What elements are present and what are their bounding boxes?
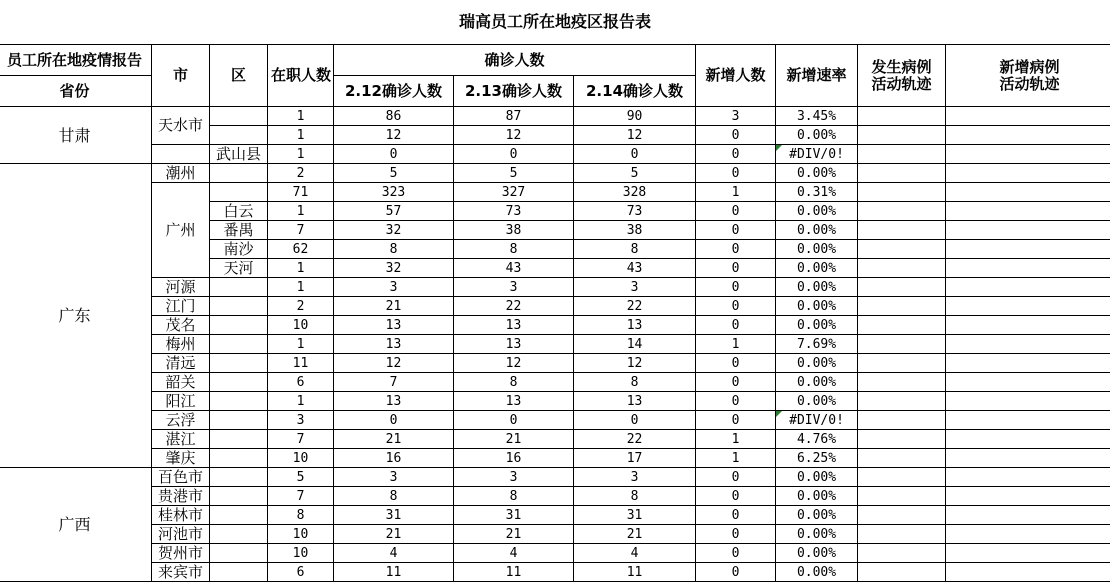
cell-new-rate[interactable]: 0.00% <box>776 221 858 240</box>
cell-new-track[interactable] <box>946 335 1110 354</box>
cell-confirmed-214[interactable]: 0 <box>574 145 696 164</box>
cell-confirmed-214[interactable]: 12 <box>574 354 696 373</box>
cell-city[interactable]: 河池市 <box>152 525 210 544</box>
cell-confirmed-213[interactable]: 22 <box>454 297 574 316</box>
cell-new-track[interactable] <box>946 297 1110 316</box>
cell-new-track[interactable] <box>946 107 1110 126</box>
header-d213[interactable]: 2.13确诊人数 <box>454 76 574 107</box>
cell-city[interactable]: 阳江 <box>152 392 210 411</box>
cell-confirmed-212[interactable]: 32 <box>334 221 454 240</box>
cell-confirmed-213[interactable]: 21 <box>454 430 574 449</box>
cell-confirmed-213[interactable]: 327 <box>454 183 574 202</box>
cell-staff[interactable]: 7 <box>268 430 334 449</box>
cell-province[interactable]: 广西 <box>0 468 152 582</box>
header-new-track-line2: 活动轨迹 <box>999 74 1060 93</box>
cell-track[interactable] <box>858 259 946 278</box>
cell-staff[interactable]: 2 <box>268 164 334 183</box>
cell-new-rate[interactable]: 0.00% <box>776 506 858 525</box>
cell-district[interactable] <box>210 373 268 392</box>
cell-confirmed-213[interactable]: 8 <box>454 373 574 392</box>
cell-new-track[interactable] <box>946 354 1110 373</box>
cell-staff[interactable]: 7 <box>268 487 334 506</box>
cell-confirmed-214[interactable]: 13 <box>574 316 696 335</box>
cell-new-rate[interactable]: 0.00% <box>776 487 858 506</box>
cell-staff[interactable]: 10 <box>268 316 334 335</box>
table-row <box>0 164 1110 183</box>
header-d212[interactable]: 2.12确诊人数 <box>334 76 454 107</box>
cell-track[interactable] <box>858 202 946 221</box>
cell-confirmed-214[interactable]: 43 <box>574 259 696 278</box>
cell-confirmed-212[interactable]: 32 <box>334 259 454 278</box>
cell-new-rate[interactable]: 0.00% <box>776 544 858 563</box>
cell-track[interactable] <box>858 354 946 373</box>
header-group[interactable]: 员工所在地疫情报告 <box>0 45 152 76</box>
cell-staff[interactable]: 1 <box>268 259 334 278</box>
cell-confirmed-212[interactable]: 3 <box>334 278 454 297</box>
cell-new-rate[interactable]: 0.00% <box>776 202 858 221</box>
cell-confirmed-213[interactable]: 3 <box>454 278 574 297</box>
cell-track[interactable] <box>858 164 946 183</box>
header-d214[interactable]: 2.14确诊人数 <box>574 76 696 107</box>
cell-district[interactable] <box>210 354 268 373</box>
cell-staff[interactable]: 1 <box>268 107 334 126</box>
cell-confirmed-214[interactable]: 14 <box>574 335 696 354</box>
cell-confirmed-213[interactable]: 5 <box>454 164 574 183</box>
cell-city[interactable]: 云浮 <box>152 411 210 430</box>
cell-confirmed-212[interactable]: 3 <box>334 468 454 487</box>
cell-confirmed-212[interactable]: 13 <box>334 392 454 411</box>
cell-confirmed-214[interactable]: 73 <box>574 202 696 221</box>
cell-district[interactable] <box>210 563 268 582</box>
cell-confirmed-212[interactable]: 8 <box>334 487 454 506</box>
cell-track[interactable] <box>858 240 946 259</box>
cell-district[interactable] <box>210 126 268 145</box>
cell-confirmed-213[interactable]: 73 <box>454 202 574 221</box>
cell-city[interactable]: 河源 <box>152 278 210 297</box>
report-title: 瑞高员工所在地疫区报告表 <box>458 12 651 31</box>
header-district[interactable]: 区 <box>210 45 268 107</box>
cell-new-rate[interactable]: 0.00% <box>776 392 858 411</box>
cell-new-count[interactable]: 0 <box>696 126 776 145</box>
cell-track[interactable] <box>858 411 946 430</box>
cell-new-rate[interactable]: 0.00% <box>776 525 858 544</box>
cell-confirmed-213[interactable]: 38 <box>454 221 574 240</box>
cell-confirmed-214[interactable]: 3 <box>574 468 696 487</box>
cell-district[interactable] <box>210 411 268 430</box>
cell-staff[interactable]: 6 <box>268 563 334 582</box>
cell-confirmed-212[interactable]: 7 <box>334 373 454 392</box>
table-row <box>0 525 1110 544</box>
cell-district[interactable]: 白云 <box>210 202 268 221</box>
cell-confirmed-212[interactable]: 13 <box>334 316 454 335</box>
header-new-track-line1: 新增病例 <box>999 57 1060 76</box>
cell-staff[interactable]: 1 <box>268 202 334 221</box>
cell-confirmed-214[interactable]: 8 <box>574 240 696 259</box>
cell-confirmed-212[interactable]: 0 <box>334 145 454 164</box>
cell-new-count[interactable]: 0 <box>696 468 776 487</box>
header-province[interactable]: 省份 <box>0 76 152 107</box>
cell-new-track[interactable] <box>946 240 1110 259</box>
cell-confirmed-213[interactable]: 4 <box>454 544 574 563</box>
cell-district[interactable] <box>210 392 268 411</box>
cell-confirmed-213[interactable]: 11 <box>454 563 574 582</box>
cell-staff[interactable]: 10 <box>268 544 334 563</box>
cell-district[interactable]: 南沙 <box>210 240 268 259</box>
cell-confirmed-213[interactable]: 13 <box>454 316 574 335</box>
cell-track[interactable] <box>858 525 946 544</box>
cell-district[interactable] <box>210 430 268 449</box>
cell-confirmed-212[interactable]: 57 <box>334 202 454 221</box>
cell-new-count[interactable]: 1 <box>696 183 776 202</box>
cell-confirmed-213[interactable]: 13 <box>454 392 574 411</box>
table-row <box>0 373 1110 392</box>
cell-new-rate[interactable]: 0.31% <box>776 183 858 202</box>
cell-confirmed-213[interactable]: 16 <box>454 449 574 468</box>
cell-staff[interactable]: 5 <box>268 468 334 487</box>
cell-new-track[interactable] <box>946 392 1110 411</box>
table-row <box>0 468 1110 487</box>
cell-district[interactable] <box>210 449 268 468</box>
cell-city[interactable]: 来宾市 <box>152 563 210 582</box>
cell-city[interactable] <box>152 145 210 164</box>
cell-new-rate[interactable]: #DIV/0! <box>776 145 858 164</box>
cell-confirmed-213[interactable]: 0 <box>454 145 574 164</box>
cell-track[interactable] <box>858 468 946 487</box>
cell-track[interactable] <box>858 316 946 335</box>
cell-confirmed-213[interactable]: 8 <box>454 487 574 506</box>
cell-confirmed-214[interactable]: 8 <box>574 487 696 506</box>
cell-confirmed-213[interactable]: 8 <box>454 240 574 259</box>
table-row <box>0 107 1110 126</box>
cell-new-track[interactable] <box>946 278 1110 297</box>
cell-district[interactable] <box>210 183 268 202</box>
cell-confirmed-213[interactable]: 43 <box>454 259 574 278</box>
table-row <box>0 316 1110 335</box>
cell-staff[interactable]: 71 <box>268 183 334 202</box>
cell-district[interactable]: 天河 <box>210 259 268 278</box>
cell-new-count[interactable]: 1 <box>696 335 776 354</box>
cell-confirmed-212[interactable]: 12 <box>334 354 454 373</box>
cell-new-rate[interactable]: 0.00% <box>776 468 858 487</box>
cell-new-rate[interactable]: 0.00% <box>776 126 858 145</box>
table-row <box>0 145 1110 164</box>
cell-new-rate[interactable]: 7.69% <box>776 335 858 354</box>
cell-new-count[interactable]: 0 <box>696 373 776 392</box>
cell-new-count[interactable]: 0 <box>696 487 776 506</box>
cell-staff[interactable]: 6 <box>268 373 334 392</box>
cell-new-count[interactable]: 0 <box>696 278 776 297</box>
cell-new-count[interactable]: 0 <box>696 145 776 164</box>
cell-new-track[interactable] <box>946 544 1110 563</box>
cell-confirmed-214[interactable]: 38 <box>574 221 696 240</box>
cell-new-track[interactable] <box>946 411 1110 430</box>
cell-confirmed-212[interactable]: 5 <box>334 164 454 183</box>
cell-new-count[interactable]: 0 <box>696 411 776 430</box>
cell-track[interactable] <box>858 107 946 126</box>
cell-new-rate[interactable]: 0.00% <box>776 316 858 335</box>
cell-city[interactable]: 广州 <box>152 183 210 278</box>
cell-confirmed-212[interactable]: 323 <box>334 183 454 202</box>
cell-new-rate[interactable]: 3.45% <box>776 107 858 126</box>
cell-new-count[interactable]: 3 <box>696 107 776 126</box>
cell-new-track[interactable] <box>946 221 1110 240</box>
cell-confirmed-214[interactable]: 4 <box>574 544 696 563</box>
cell-confirmed-214[interactable]: 8 <box>574 373 696 392</box>
cell-confirmed-214[interactable]: 0 <box>574 411 696 430</box>
cell-district[interactable] <box>210 544 268 563</box>
table-row <box>0 354 1110 373</box>
cell-city[interactable]: 韶关 <box>152 373 210 392</box>
header-confirmed-group[interactable]: 确诊人数 <box>334 45 696 76</box>
cell-city[interactable]: 贵港市 <box>152 487 210 506</box>
cell-new-count[interactable]: 1 <box>696 449 776 468</box>
cell-staff[interactable]: 1 <box>268 392 334 411</box>
table-row <box>0 183 1110 202</box>
cell-new-rate[interactable]: 0.00% <box>776 259 858 278</box>
cell-track[interactable] <box>858 221 946 240</box>
cell-new-rate[interactable]: 6.25% <box>776 449 858 468</box>
cell-staff[interactable]: 1 <box>268 126 334 145</box>
cell-confirmed-214[interactable]: 13 <box>574 392 696 411</box>
cell-confirmed-213[interactable]: 0 <box>454 411 574 430</box>
cell-confirmed-213[interactable]: 12 <box>454 126 574 145</box>
header-city[interactable]: 市 <box>152 45 210 107</box>
cell-new-rate[interactable]: 0.00% <box>776 563 858 582</box>
table-row <box>0 297 1110 316</box>
cell-new-track[interactable] <box>946 468 1110 487</box>
cell-new-count[interactable]: 0 <box>696 240 776 259</box>
cell-confirmed-212[interactable]: 11 <box>334 563 454 582</box>
table-row <box>0 430 1110 449</box>
cell-new-track[interactable] <box>946 126 1110 145</box>
cell-confirmed-212[interactable]: 16 <box>334 449 454 468</box>
cell-track[interactable] <box>858 145 946 164</box>
cell-new-track[interactable] <box>946 164 1110 183</box>
table-row <box>0 487 1110 506</box>
cell-confirmed-213[interactable]: 21 <box>454 525 574 544</box>
cell-staff[interactable]: 8 <box>268 506 334 525</box>
cell-staff[interactable]: 1 <box>268 278 334 297</box>
cell-new-count[interactable]: 0 <box>696 354 776 373</box>
cell-track[interactable] <box>858 430 946 449</box>
cell-track[interactable] <box>858 544 946 563</box>
cell-new-track[interactable] <box>946 525 1110 544</box>
cell-track[interactable] <box>858 449 946 468</box>
cell-district[interactable] <box>210 107 268 126</box>
header-track-line1: 发生病例 <box>871 57 932 76</box>
cell-new-track[interactable] <box>946 316 1110 335</box>
cell-staff[interactable]: 62 <box>268 240 334 259</box>
table-row <box>0 544 1110 563</box>
cell-confirmed-213[interactable]: 13 <box>454 335 574 354</box>
cell-new-count[interactable]: 0 <box>696 297 776 316</box>
cell-new-track[interactable] <box>946 563 1110 582</box>
header-new-count[interactable]: 新增人数 <box>696 45 776 107</box>
cell-city[interactable]: 天水市 <box>152 107 210 145</box>
cell-staff[interactable]: 10 <box>268 449 334 468</box>
header-staff[interactable]: 在职人数 <box>268 45 334 107</box>
cell-confirmed-212[interactable]: 4 <box>334 544 454 563</box>
cell-confirmed-212[interactable]: 13 <box>334 335 454 354</box>
cell-district[interactable] <box>210 316 268 335</box>
cell-new-count[interactable]: 0 <box>696 506 776 525</box>
cell-track[interactable] <box>858 183 946 202</box>
cell-province[interactable]: 甘肃 <box>0 107 152 164</box>
cell-confirmed-212[interactable]: 21 <box>334 430 454 449</box>
cell-confirmed-214[interactable]: 328 <box>574 183 696 202</box>
cell-city[interactable]: 桂林市 <box>152 506 210 525</box>
cell-new-track[interactable] <box>946 430 1110 449</box>
cell-district[interactable] <box>210 278 268 297</box>
cell-staff[interactable]: 2 <box>268 297 334 316</box>
cell-new-count[interactable]: 0 <box>696 164 776 183</box>
cell-confirmed-212[interactable]: 31 <box>334 506 454 525</box>
cell-province[interactable]: 广东 <box>0 164 152 468</box>
cell-city[interactable]: 清远 <box>152 354 210 373</box>
cell-district[interactable]: 武山县 <box>210 145 268 164</box>
cell-confirmed-212[interactable]: 8 <box>334 240 454 259</box>
cell-new-rate[interactable]: 0.00% <box>776 354 858 373</box>
table-row <box>0 411 1110 430</box>
cell-district[interactable] <box>210 297 268 316</box>
cell-track[interactable] <box>858 487 946 506</box>
cell-district[interactable]: 番禺 <box>210 221 268 240</box>
cell-confirmed-214[interactable]: 12 <box>574 126 696 145</box>
cell-confirmed-214[interactable]: 22 <box>574 430 696 449</box>
cell-track[interactable] <box>858 392 946 411</box>
cell-confirmed-212[interactable]: 21 <box>334 525 454 544</box>
header-track[interactable] <box>858 45 946 107</box>
cell-new-track[interactable] <box>946 183 1110 202</box>
cell-confirmed-214[interactable]: 21 <box>574 525 696 544</box>
cell-city[interactable]: 百色市 <box>152 468 210 487</box>
table-row <box>0 392 1110 411</box>
cell-new-track[interactable] <box>946 506 1110 525</box>
cell-new-count[interactable]: 0 <box>696 544 776 563</box>
cell-confirmed-214[interactable]: 17 <box>574 449 696 468</box>
header-track-line2: 活动轨迹 <box>871 74 932 93</box>
table-row <box>0 449 1110 468</box>
cell-confirmed-212[interactable]: 86 <box>334 107 454 126</box>
cell-track[interactable] <box>858 563 946 582</box>
cell-staff[interactable]: 10 <box>268 525 334 544</box>
cell-track[interactable] <box>858 506 946 525</box>
cell-track[interactable] <box>858 126 946 145</box>
cell-confirmed-212[interactable]: 0 <box>334 411 454 430</box>
cell-new-rate[interactable]: 0.00% <box>776 240 858 259</box>
cell-track[interactable] <box>858 335 946 354</box>
cell-new-count[interactable]: 0 <box>696 525 776 544</box>
cell-confirmed-213[interactable]: 87 <box>454 107 574 126</box>
cell-city[interactable]: 梅州 <box>152 335 210 354</box>
cell-confirmed-212[interactable]: 21 <box>334 297 454 316</box>
cell-district[interactable] <box>210 525 268 544</box>
cell-district[interactable] <box>210 468 268 487</box>
cell-staff[interactable]: 1 <box>268 145 334 164</box>
cell-track[interactable] <box>858 373 946 392</box>
table-row <box>0 335 1110 354</box>
cell-staff[interactable]: 1 <box>268 335 334 354</box>
cell-new-rate[interactable]: 0.00% <box>776 297 858 316</box>
cell-new-track[interactable] <box>946 202 1110 221</box>
cell-city[interactable]: 贺州市 <box>152 544 210 563</box>
cell-new-track[interactable] <box>946 373 1110 392</box>
cell-confirmed-214[interactable]: 31 <box>574 506 696 525</box>
cell-district[interactable] <box>210 506 268 525</box>
cell-new-rate[interactable]: 0.00% <box>776 164 858 183</box>
cell-staff[interactable]: 3 <box>268 411 334 430</box>
table-row <box>0 506 1110 525</box>
cell-city[interactable]: 茂名 <box>152 316 210 335</box>
cell-new-count[interactable]: 0 <box>696 221 776 240</box>
cell-new-count[interactable]: 0 <box>696 316 776 335</box>
cell-confirmed-214[interactable]: 5 <box>574 164 696 183</box>
cell-district[interactable] <box>210 335 268 354</box>
cell-city[interactable]: 潮州 <box>152 164 210 183</box>
cell-new-count[interactable]: 1 <box>696 430 776 449</box>
cell-confirmed-214[interactable]: 90 <box>574 107 696 126</box>
cell-confirmed-213[interactable]: 3 <box>454 468 574 487</box>
cell-staff[interactable]: 11 <box>268 354 334 373</box>
table-row <box>0 563 1110 582</box>
cell-new-rate[interactable]: 4.76% <box>776 430 858 449</box>
cell-new-track[interactable] <box>946 259 1110 278</box>
cell-new-rate[interactable]: 0.00% <box>776 278 858 297</box>
cell-new-count[interactable]: 0 <box>696 392 776 411</box>
cell-confirmed-213[interactable]: 12 <box>454 354 574 373</box>
cell-city[interactable]: 湛江 <box>152 430 210 449</box>
header-new-track[interactable] <box>946 45 1110 107</box>
cell-district[interactable] <box>210 487 268 506</box>
cell-new-count[interactable]: 0 <box>696 563 776 582</box>
header-row-1 <box>0 45 1110 76</box>
cell-new-rate[interactable]: #DIV/0! <box>776 411 858 430</box>
cell-new-rate[interactable]: 0.00% <box>776 373 858 392</box>
cell-staff[interactable]: 7 <box>268 221 334 240</box>
cell-confirmed-214[interactable]: 22 <box>574 297 696 316</box>
cell-track[interactable] <box>858 278 946 297</box>
cell-new-track[interactable] <box>946 487 1110 506</box>
cell-new-track[interactable] <box>946 449 1110 468</box>
cell-track[interactable] <box>858 297 946 316</box>
cell-district[interactable] <box>210 164 268 183</box>
cell-new-count[interactable]: 0 <box>696 202 776 221</box>
table-row <box>0 278 1110 297</box>
cell-confirmed-214[interactable]: 3 <box>574 278 696 297</box>
cell-city[interactable]: 江门 <box>152 297 210 316</box>
cell-confirmed-213[interactable]: 31 <box>454 506 574 525</box>
header-new-rate[interactable]: 新增速率 <box>776 45 858 107</box>
cell-confirmed-212[interactable]: 12 <box>334 126 454 145</box>
epidemic-report-table <box>0 44 1110 582</box>
cell-confirmed-214[interactable]: 11 <box>574 563 696 582</box>
cell-new-track[interactable] <box>946 145 1110 164</box>
cell-new-count[interactable]: 0 <box>696 259 776 278</box>
cell-city[interactable]: 肇庆 <box>152 449 210 468</box>
